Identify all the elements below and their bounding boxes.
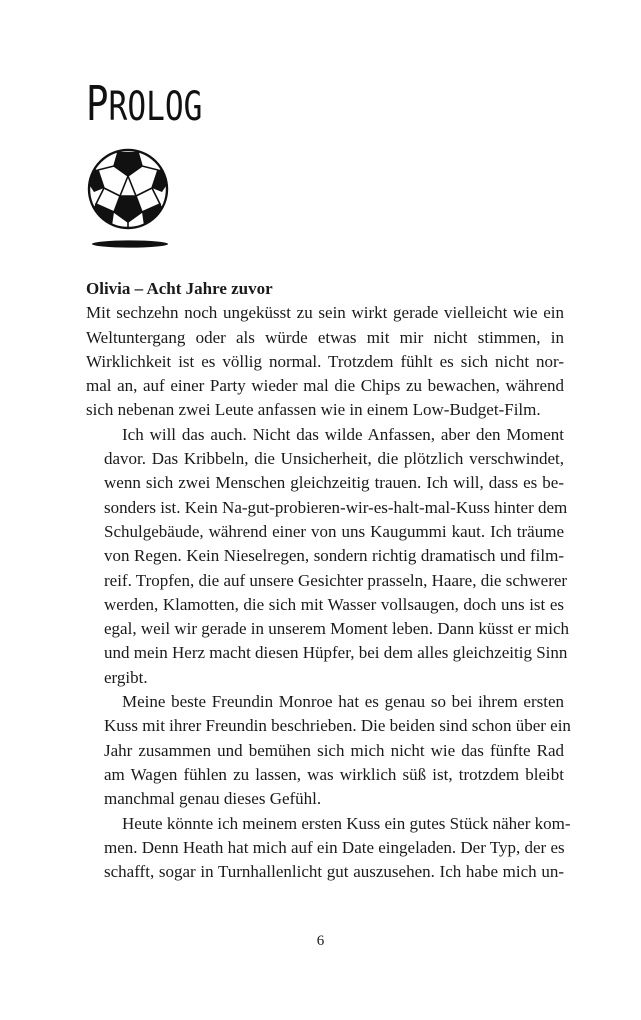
text-line: Heute könnte ich meinem ersten Kuss ein gutes Stück näher kom- xyxy=(122,813,571,833)
text-line: von Regen. Kein Nieselregen, sondern richtig dramatisch und film- xyxy=(104,546,564,566)
chapter-title-rest: ROLOG xyxy=(108,84,203,130)
soccer-ball-icon xyxy=(84,146,174,250)
text-line: Jahr zusammen und bemühen sich mich nicht wie das fünfte Rad xyxy=(104,740,564,760)
text-line: manchmal genau dieses Gefühl. xyxy=(104,789,322,809)
page-number: 6 xyxy=(316,933,325,949)
paragraph-3 xyxy=(86,690,571,811)
text-line: davor. Das Kribbeln, die Unsicherheit, die plötzlich verschwindet, xyxy=(104,449,564,469)
text-line: egal, weil wir gerade in unserem Moment leben. Dann küsst er mich xyxy=(104,619,570,639)
text-line: Schulgebäude, während einer von uns Kaugummi kaut. Ich träume xyxy=(104,521,564,541)
text-line: sich nebenan zwei Leute anfassen wie in einem Low-Budget-Film. xyxy=(86,400,541,420)
paragraph-2 xyxy=(86,423,570,690)
text-line: Weltuntergang oder als würde etwas mit mir nicht stimmen, in xyxy=(86,327,564,347)
text-line: Wirklichkeit ist es völlig normal. Trotzdem fühlt es sich nicht nor- xyxy=(86,351,564,371)
text-line: ergibt. xyxy=(104,667,148,687)
text-line: reif. Tropfen, die auf unsere Gesichter prasseln, Haare, die schwerer xyxy=(104,570,568,590)
text-line: schafft, sogar in Turnhallenlicht gut auszusehen. Ich habe mich un- xyxy=(104,862,564,882)
text-line: Mit sechzehn noch ungeküsst zu sein wirkt gerade vielleicht wie ein xyxy=(86,303,564,323)
text-line: men. Denn Heath hat mich auf ein Date eingeladen. Der Typ, der es xyxy=(104,837,565,857)
body-text xyxy=(86,277,571,884)
text-line: am Wagen fühlen zu lassen, was wirklich süß ist, trotzdem bleibt xyxy=(104,764,564,784)
text-line: wenn sich zwei Menschen gleichzeitig trauen. Ich will, dass es be- xyxy=(104,473,564,493)
text-line: und mein Herz macht diesen Hüpfer, bei dem alles gleichzeitig Sinn xyxy=(104,643,568,663)
text-line: Kuss mit ihrer Freundin beschrieben. Die beiden sind schon über ein xyxy=(104,716,571,736)
text-line: mal an, auf einer Party wieder mal die Chips zu bewachen, während xyxy=(86,376,564,396)
chapter-title-initial: P xyxy=(86,76,109,132)
text-line: sonders ist. Kein Na-gut-probieren-wir-es-halt-mal-Kuss hinter dem xyxy=(104,497,568,517)
section-heading: Olivia – Acht Jahre zuvor xyxy=(86,279,273,298)
chapter-title xyxy=(86,78,202,133)
paragraph-1 xyxy=(86,301,564,422)
paragraph-4 xyxy=(86,812,571,885)
text-line: werden, Klamotten, die sich mit Wasser vollsaugen, doch uns ist es xyxy=(104,594,564,614)
text-line: Meine beste Freundin Monroe hat es genau so bei ihrem ersten xyxy=(122,692,564,712)
text-line: Ich will das auch. Nicht das wilde Anfassen, aber den Moment xyxy=(122,424,564,444)
